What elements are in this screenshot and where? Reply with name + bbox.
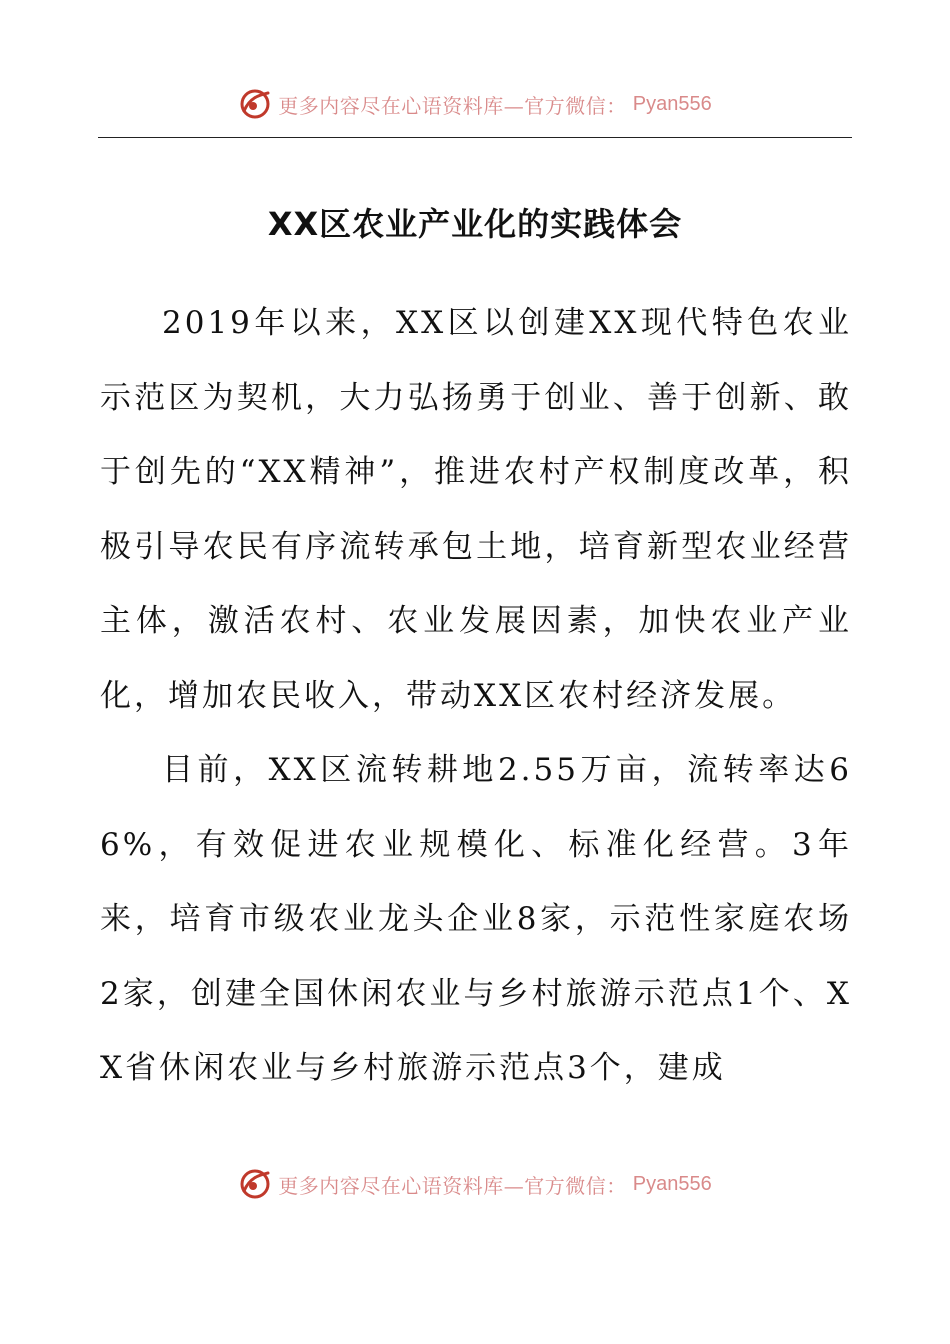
document-body [100,286,852,1106]
header-brand [238,87,711,121]
paragraph-2: 目前，XX区流转耕地2.55万亩，流转率达66%，有效促进农业规模化、标准化经营。3年来，培育市级农业龙头企业8家，示范性家庭农场2家，创建全国休闲农业与乡村旅游示范点1个、XX省休闲农业与乡村旅游示范点3个，建成 [100,752,852,1086]
footer-brand-text: 更多内容尽在心语资料库—官方微信： [278,1173,627,1198]
footer-brand-id: Pyan556 [632,1172,712,1195]
header-divider [98,137,852,138]
page-footer [0,1164,950,1204]
page-header [0,84,950,124]
brand-logo-icon [238,87,272,121]
header-brand-id: Pyan556 [632,92,712,115]
header-brand-text: 更多内容尽在心语资料库—官方微信： [278,93,627,118]
brand-logo-icon [238,1167,272,1201]
paragraph-1: 2019年以来，XX区以创建XX现代特色农业示范区为契机，大力弘扬勇于创业、善于创新、敢于创先的“XX精神”，推进农村产权制度改革，积极引导农民有序流转承包土地，培育新型农业经营主体，激活农村、农业发展因素，加快农业产业化，增加农民收入，带动XX区农村经济发展。 [100,305,852,714]
document-title: XX区农业产业化的实践体会 [267,205,683,243]
footer-brand [238,1167,711,1201]
